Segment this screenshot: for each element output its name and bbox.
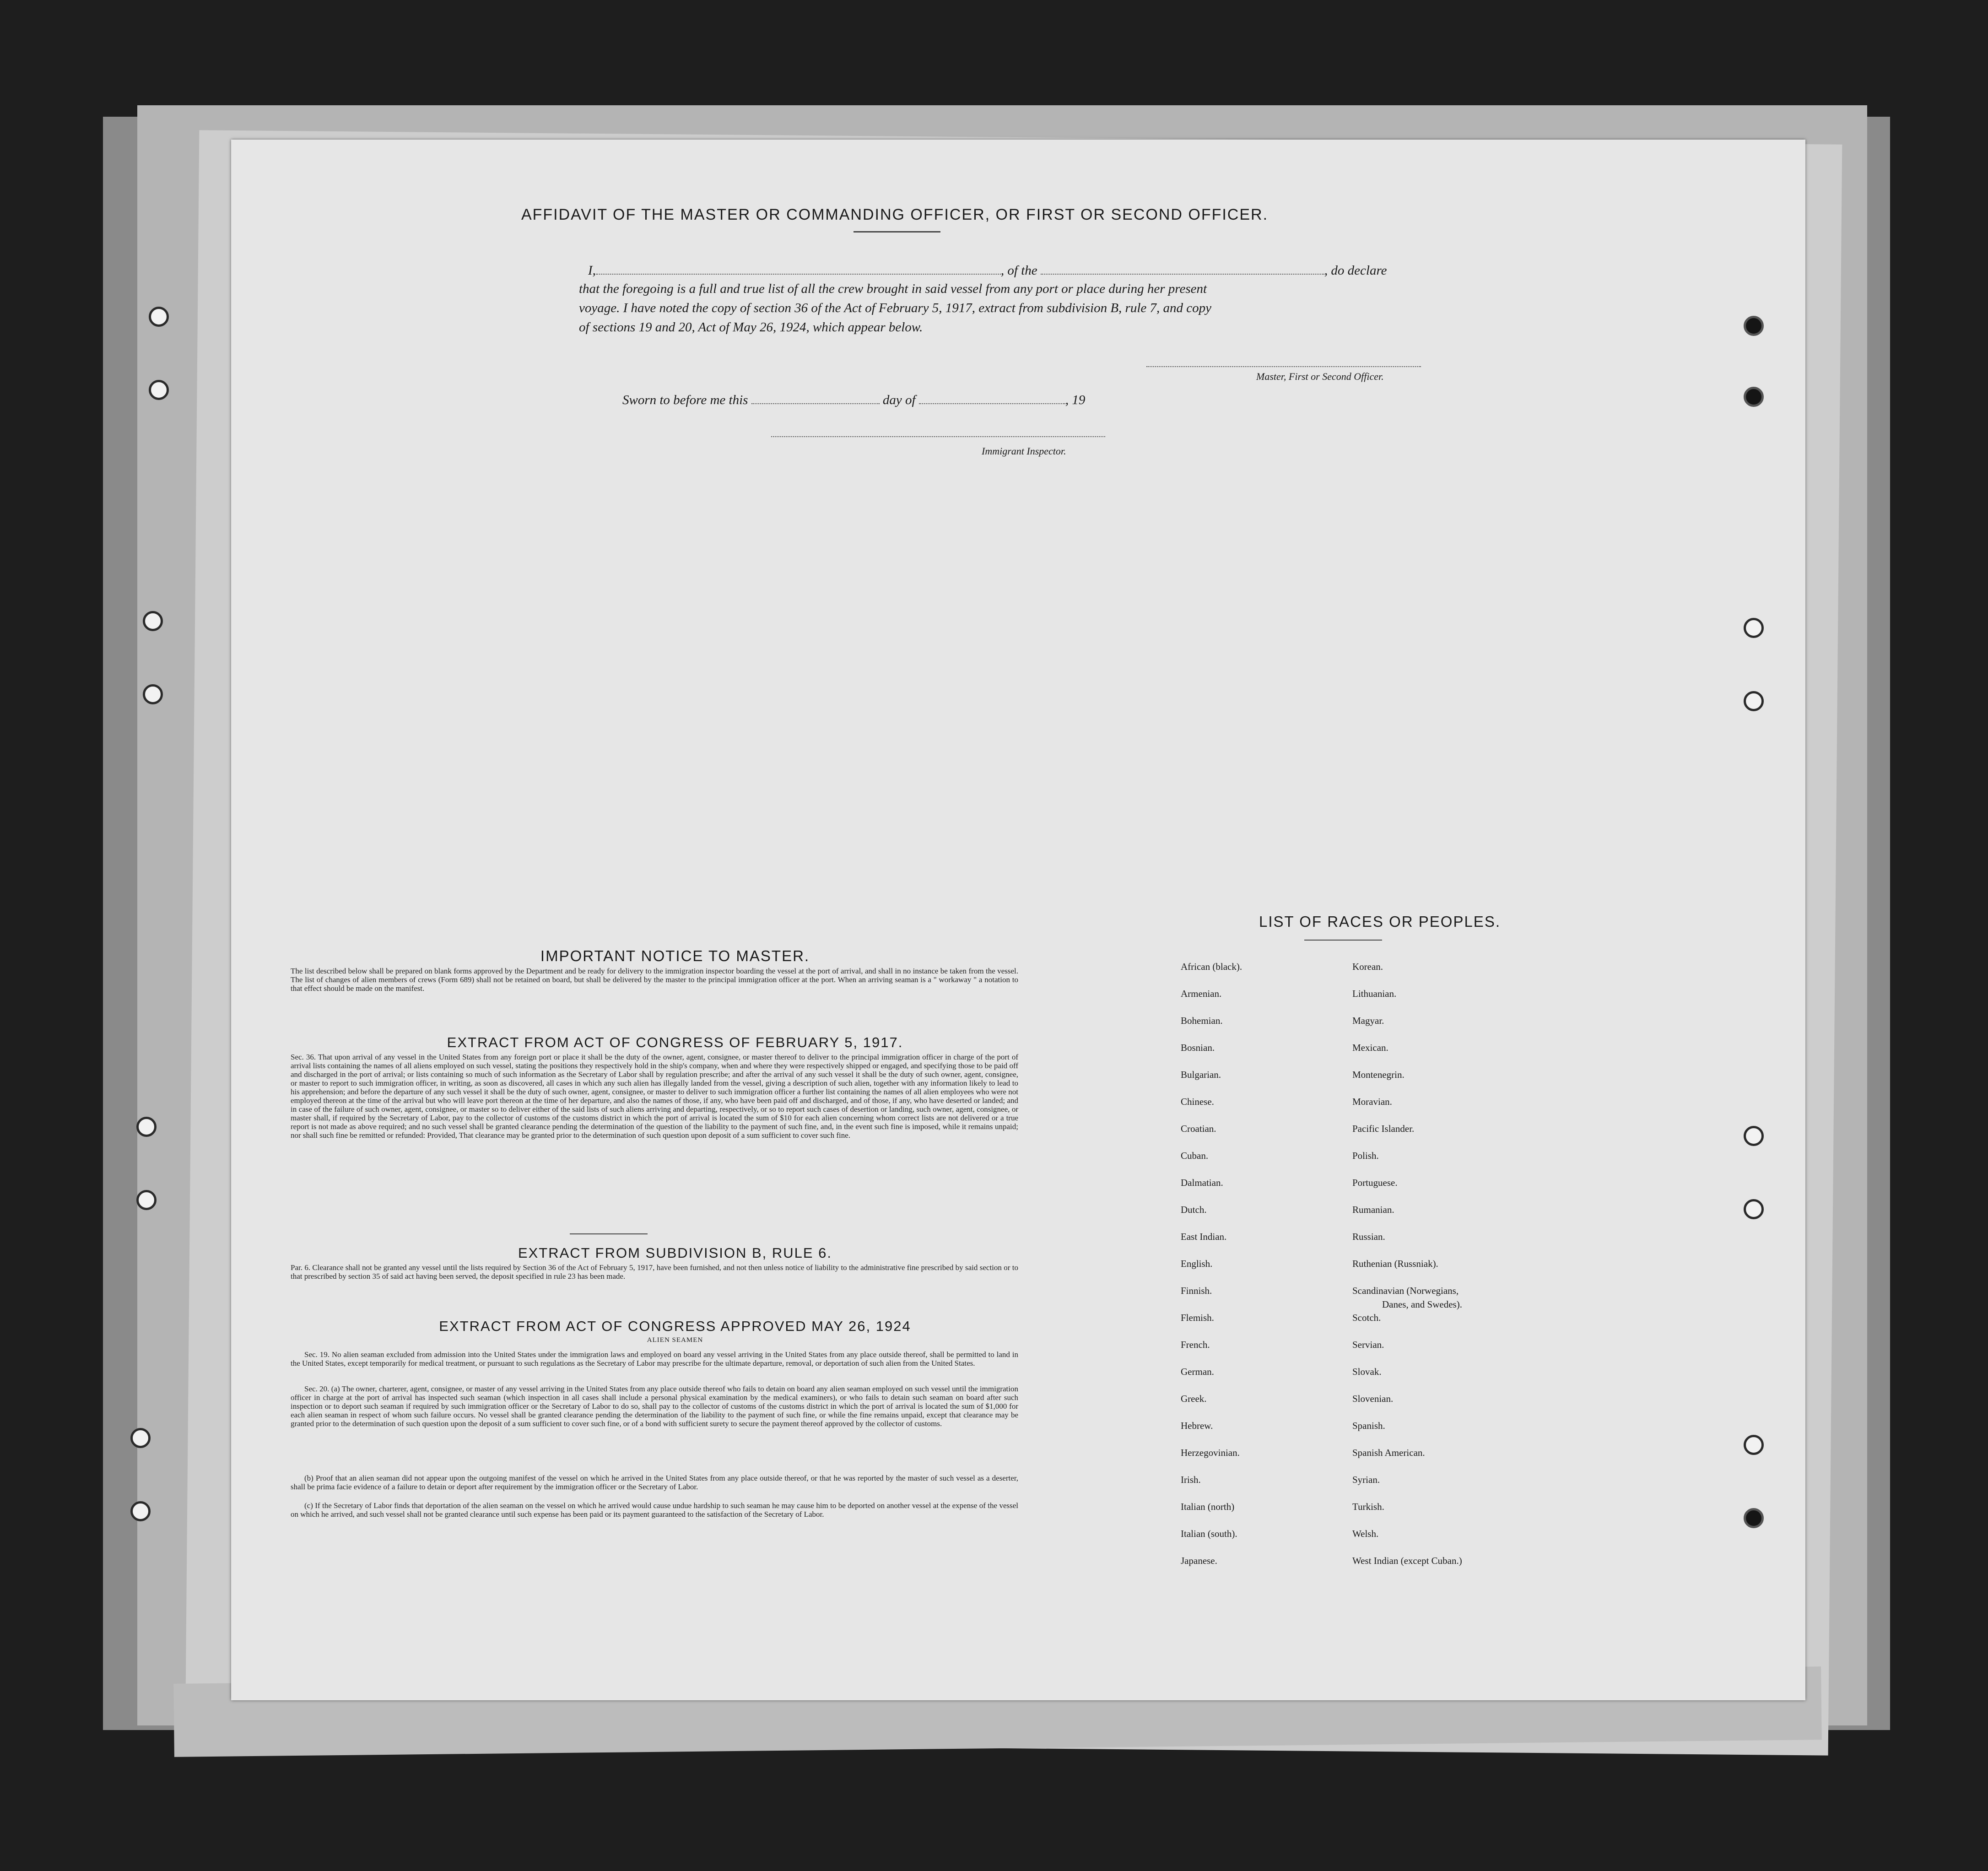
sec20c-body: (c) If the Secretary of Labor finds that deportation of the alien seaman on the vessel on which he arrived would cause undue hardship to such seaman he may cause him to be deported on another vessel at the expense of the vessel on which he arrived, and such vessel shall not be granted clearance until such expense has been paid or its payment guaranteed to the satisfaction of the Secretary of Labor. bbox=[291, 1501, 1018, 1519]
sec19-body: Sec. 19. No alien seaman excluded from admission into the United States under the immigration laws and employed on board any vessel arriving in the United States from any place outside thereof, shall be permitted to land in the United States, except temporarily for medical treatment, or pursuant to such regulations as the Secretary of Labor may prescribe for the ultimate departure, removal, or deportation of such alien from the United States. bbox=[291, 1350, 1018, 1368]
divider bbox=[854, 231, 940, 233]
race-item: Dutch. bbox=[1181, 1204, 1207, 1215]
race-item: Magyar. bbox=[1352, 1015, 1384, 1026]
race-item: Armenian. bbox=[1181, 988, 1222, 999]
race-item: Spanish. bbox=[1352, 1420, 1385, 1431]
signature-label: Master, First or Second Officer. bbox=[1256, 371, 1384, 382]
race-item: Slovenian. bbox=[1352, 1393, 1394, 1404]
race-item: Croatian. bbox=[1181, 1123, 1216, 1134]
punch-hole bbox=[1744, 1508, 1764, 1528]
race-item: Moravian. bbox=[1352, 1096, 1392, 1107]
race-item: Chinese. bbox=[1181, 1096, 1214, 1107]
inspector-label: Immigrant Inspector. bbox=[982, 445, 1066, 457]
race-item: Slovak. bbox=[1352, 1366, 1382, 1377]
race-item-continuation: Danes, and Swedes). bbox=[1382, 1299, 1462, 1310]
race-item: Italian (north) bbox=[1181, 1501, 1235, 1512]
race-item: Syrian. bbox=[1352, 1474, 1380, 1485]
races-title: LIST OF RACES OR PEOPLES. bbox=[1259, 913, 1501, 930]
race-item: West Indian (except Cuban.) bbox=[1352, 1555, 1462, 1566]
notice-body: The list described below shall be prepared on blank forms approved by the Department and be ready for delivery to the immigration inspector boarding the vessel at the port of arrival, and shall in no instance be taken from the vessel. The list of changes of alien members of crews (Form 689) shall not be retained on board, but shall be delivered by the master to the principal immigration officer at the port. When an arriving seaman is a " workaway " a notation to that effect should be made on the manifest. bbox=[291, 967, 1018, 993]
race-item: Korean. bbox=[1352, 961, 1383, 972]
race-item: Polish. bbox=[1352, 1150, 1379, 1161]
race-item: Herzegovinian. bbox=[1181, 1447, 1240, 1458]
inspector-signature-line bbox=[771, 436, 1105, 437]
punch-hole bbox=[1744, 618, 1764, 638]
punch-hole bbox=[149, 380, 169, 400]
punch-hole bbox=[143, 611, 163, 631]
affidavit-line1: I, , of the , do declare bbox=[588, 261, 1387, 278]
race-item: Dalmatian. bbox=[1181, 1177, 1223, 1188]
extract-1924-subtitle: ALIEN SEAMEN bbox=[647, 1336, 703, 1344]
race-item: Flemish. bbox=[1181, 1312, 1214, 1323]
punch-hole bbox=[1744, 1126, 1764, 1146]
race-item: Portuguese. bbox=[1352, 1177, 1398, 1188]
notice-title: IMPORTANT NOTICE TO MASTER. bbox=[540, 947, 810, 964]
race-item: Finnish. bbox=[1181, 1285, 1212, 1296]
race-item: Bohemian. bbox=[1181, 1015, 1223, 1026]
race-item: Bosnian. bbox=[1181, 1042, 1215, 1053]
race-item: French. bbox=[1181, 1339, 1210, 1350]
punch-hole bbox=[1744, 1199, 1764, 1219]
race-item: Montenegrin. bbox=[1352, 1069, 1405, 1080]
punch-hole bbox=[149, 307, 169, 327]
sec20b-body: (b) Proof that an alien seaman did not appear upon the outgoing manifest of the vessel on which he arrived in the United States from any place outside thereof, or that he was reported by the master of such vessel as a deserter, shall be prima facie evidence of a failure to detain or deport after requirement by the immigration officer or the Secretary of Labor. bbox=[291, 1474, 1018, 1491]
extract-1924-title: EXTRACT FROM ACT OF CONGRESS APPROVED MAY 26, 1924 bbox=[439, 1318, 911, 1334]
race-item: Servian. bbox=[1352, 1339, 1384, 1350]
race-item: Scandinavian (Norwegians, bbox=[1352, 1285, 1459, 1296]
affidavit-title: AFFIDAVIT OF THE MASTER OR COMMANDING OFFICER, OR FIRST OR SECOND OFFICER. bbox=[521, 206, 1269, 223]
punch-hole bbox=[130, 1501, 151, 1521]
race-item: Turkish. bbox=[1352, 1501, 1384, 1512]
extract-1917-body: Sec. 36. That upon arrival of any vessel in the United States from any foreign port or place it shall be the duty of the owner, agent, consignee, or master thereof to deliver to the principal immigration officer in charge of the port of arrival lists containing the names of all aliens employed on such vessel, stating the positions they respectively hold in the ship's company, when and where they were respectively shipped or engaged, and specifying those to be paid off and discharged in the port of arrival; or lists containing so much of such information as the Secretary of Labor shall by regulation prescribe; and after the arrival of any such vessel it shall be the duty of such owner, agent, consignee, or master to report to such immigration officer, in writing, as soon as discovered, all cases in which any such alien has illegally landed from the vessel, giving a description of such alien, together with any information likely to lead to his apprehension; and before the departure of any such vessel it shall be the duty of such owner, agent, consignee, or master to deliver to such immigration officer a further list containing the names of all alien employees who were not employed thereon at the time of the arrival but who will leave port thereon at the time of her departure, and also the names of those, if any, who have been paid off and discharged, and of those, if any, who have deserted or landed; and in case of the failure of such owner, agent, consignee, or master so to deliver either of the said lists of such aliens arriving and departing, respectively, or so to report such cases of desertion or landing, such owner, agent, consignee, or master shall, if required by the Secretary of Labor, pay to the collector of customs of the customs district in which the port of arrival is located the sum of $10 for each alien concerning whom correct lists are not delivered or a true report is not made as above required; and no such vessel shall be granted clearance pending the determination of the question of the liability to the payment of such fine, and, in the event such fine is imposed, while it remains unpaid; nor shall such fine be remitted or refunded: Provided, That clearance may be granted prior to the determination of such question upon deposit of a sum sufficient to cover such fine. bbox=[291, 1053, 1018, 1140]
punch-hole bbox=[1744, 316, 1764, 336]
sworn-line: Sworn to before me this day of , 19 bbox=[622, 390, 1085, 408]
race-item: Italian (south). bbox=[1181, 1528, 1237, 1539]
punch-hole bbox=[1744, 691, 1764, 711]
race-item: Lithuanian. bbox=[1352, 988, 1397, 999]
divider bbox=[570, 1233, 648, 1234]
race-item: Russian. bbox=[1352, 1231, 1385, 1242]
punch-hole bbox=[1744, 1435, 1764, 1455]
punch-hole bbox=[136, 1190, 157, 1210]
signature-line bbox=[1146, 366, 1421, 367]
affidavit-line2: that the foregoing is a full and true list of all the crew brought in said vessel from any port or place during her present bbox=[579, 281, 1207, 296]
subdivision-b-body: Par. 6. Clearance shall not be granted any vessel until the lists required by Section 36 of the Act of February 5, 1917, have been furnished, and not then unless notice of liability to the administrative fine prescribed by said section or to that prescribed by section 35 of said act having been served, the deposit specified in rule 23 has been made. bbox=[291, 1263, 1018, 1281]
race-item: Spanish American. bbox=[1352, 1447, 1425, 1458]
race-item: Mexican. bbox=[1352, 1042, 1388, 1053]
punch-hole bbox=[130, 1428, 151, 1448]
sec20a-body: Sec. 20. (a) The owner, charterer, agent, consignee, or master of any vessel arriving in the United States from any place outside thereof who fails to detain on board any alien seaman employed on such vessel until the immigration officer in charge at the port of arrival has inspected such seaman (which inspection in all cases shall include a personal physical examination by the medical examiners), or who fails to detain such seaman on board after such inspection or to deport such seaman if required by such immigration officer or the Secretary of Labor to do so, shall pay to the collector of customs of the customs district in which the port of arrival is located the sum of $1,000 for each alien seaman in respect of whom such failure occurs. No vessel shall be granted clearance pending the determination of the liability to the payment of such fine, or while the fine remains unpaid, except that clearance may be granted prior to the determination of such question upon the deposit of a sum sufficient to cover such fine, or of a bond with sufficient surety to secure the payment thereof approved by the collector of customs. bbox=[291, 1384, 1018, 1428]
race-item: Hebrew. bbox=[1181, 1420, 1213, 1431]
race-item: German. bbox=[1181, 1366, 1214, 1377]
race-item: East Indian. bbox=[1181, 1231, 1227, 1242]
race-item: African (black). bbox=[1181, 961, 1242, 972]
affidavit-page bbox=[231, 140, 1805, 1700]
affidavit-line3: voyage. I have noted the copy of section 36 of the Act of February 5, 1917, extract from subdivision B, rule 7, and copy bbox=[579, 301, 1212, 315]
race-item: Welsh. bbox=[1352, 1528, 1379, 1539]
punch-hole bbox=[143, 684, 163, 704]
extract-1917-title: EXTRACT FROM ACT OF CONGRESS OF FEBRUARY 5, 1917. bbox=[447, 1034, 903, 1050]
race-item: Greek. bbox=[1181, 1393, 1207, 1404]
divider bbox=[1304, 940, 1382, 941]
punch-hole bbox=[1744, 387, 1764, 407]
race-item: Bulgarian. bbox=[1181, 1069, 1221, 1080]
punch-hole bbox=[136, 1117, 157, 1137]
race-item: Japanese. bbox=[1181, 1555, 1217, 1566]
race-item: Rumanian. bbox=[1352, 1204, 1394, 1215]
race-item: Irish. bbox=[1181, 1474, 1201, 1485]
race-item: Ruthenian (Russniak). bbox=[1352, 1258, 1438, 1269]
race-item: English. bbox=[1181, 1258, 1213, 1269]
subdivision-b-title: EXTRACT FROM SUBDIVISION B, RULE 6. bbox=[518, 1245, 832, 1261]
race-item: Pacific Islander. bbox=[1352, 1123, 1415, 1134]
affidavit-line4: of sections 19 and 20, Act of May 26, 1924, which appear below. bbox=[579, 320, 923, 335]
race-item: Cuban. bbox=[1181, 1150, 1209, 1161]
race-item: Scotch. bbox=[1352, 1312, 1381, 1323]
